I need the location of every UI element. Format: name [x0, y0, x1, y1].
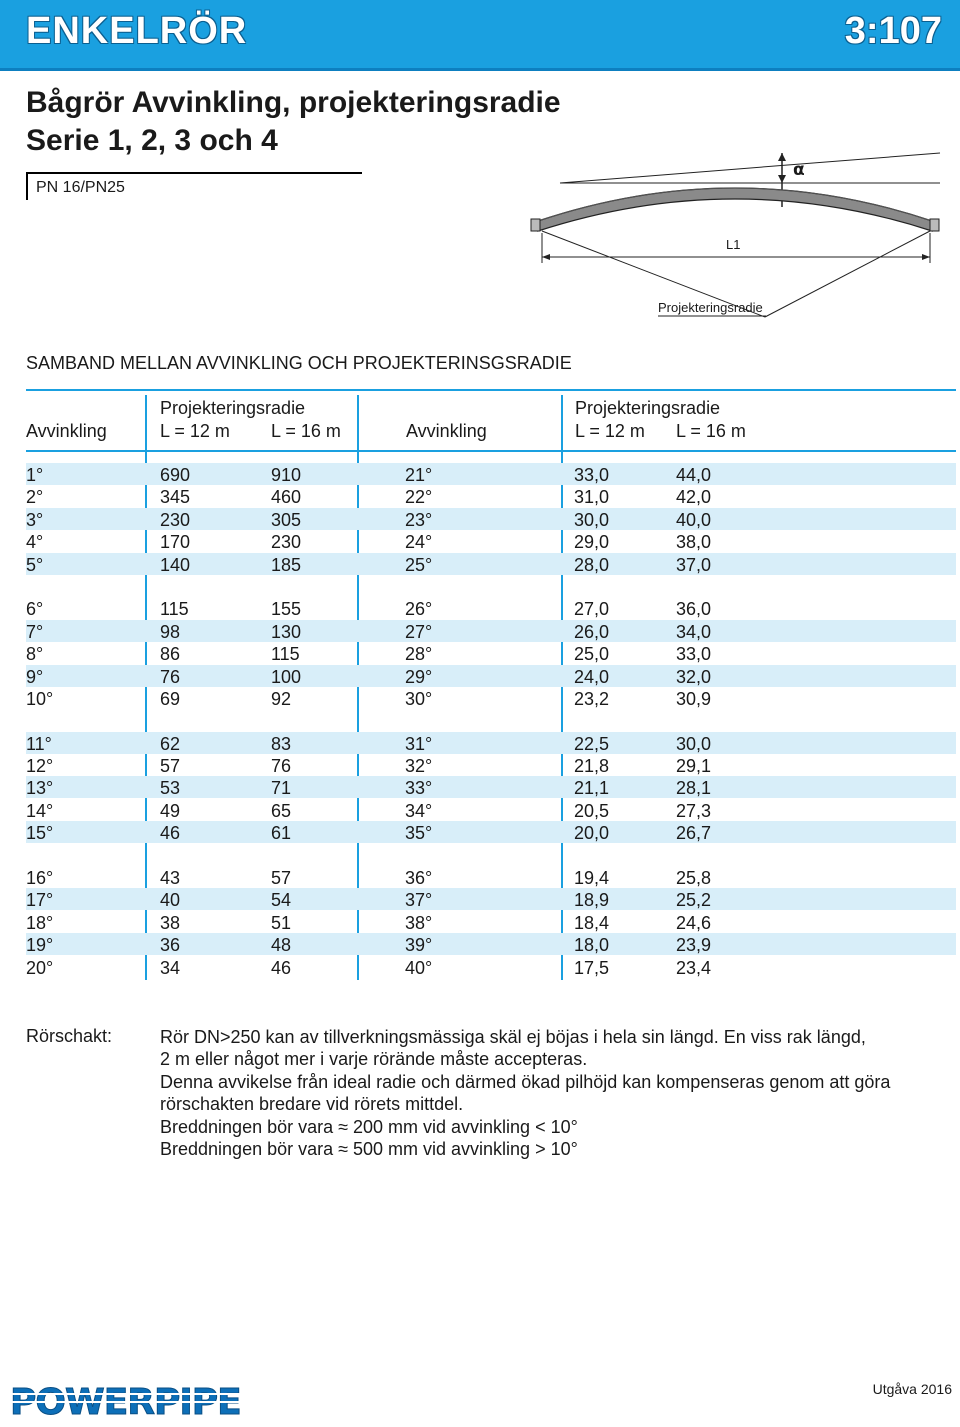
cell-l12-2: 18,9: [574, 890, 610, 911]
cell-l16: 230: [271, 532, 302, 553]
cell-l16-2: 44,0: [676, 465, 712, 485]
cell-l12: 115: [160, 599, 189, 620]
cell-l12: 57: [160, 756, 181, 776]
left-col-angle: Avvinkling: [26, 421, 107, 441]
cell-l12: 36: [160, 935, 181, 956]
cell-angle: 11°: [26, 733, 52, 754]
cell-l16-2: 29,1: [676, 756, 712, 776]
table-row: [26, 888, 956, 910]
cell-l12: 49: [160, 800, 181, 821]
cell-l16-2: 30,9: [676, 688, 712, 709]
table-row: [26, 530, 956, 552]
cell-angle: 9°: [26, 666, 44, 687]
cell-l12: 34: [160, 957, 181, 978]
cell-angle: 15°: [26, 823, 54, 844]
angle-line: [560, 153, 940, 183]
cell-l12: 98: [160, 621, 181, 642]
cell-l12-2: 21,1: [574, 778, 610, 799]
table-row: [26, 754, 956, 776]
table-row: [26, 508, 956, 530]
cell-l12-2: 28,0: [574, 554, 610, 575]
cell-angle: 1°: [26, 465, 44, 485]
cell-angle-2: 21°: [405, 465, 433, 485]
right-col-angle: Avvinkling: [406, 421, 487, 441]
cell-angle-2: 29°: [405, 666, 433, 687]
cell-angle-2: 28°: [405, 644, 433, 665]
cell-angle: 16°: [26, 867, 54, 888]
table-row: [26, 911, 956, 933]
cell-angle: 12°: [26, 756, 54, 776]
note-label: Rörschakt:: [26, 1026, 113, 1046]
cell-angle-2: 38°: [405, 912, 433, 933]
cell-l12-2: 25,0: [574, 644, 610, 665]
cell-l12: 345: [160, 487, 191, 508]
bend-diagram: [520, 145, 950, 325]
cell-l12: 140: [160, 554, 191, 575]
cell-l12-2: 29,0: [574, 532, 610, 553]
cell-angle-2: 25°: [405, 554, 433, 575]
cell-l16-2: 25,8: [676, 867, 712, 888]
cell-angle: 6°: [26, 599, 44, 620]
cell-angle: 2°: [26, 487, 44, 508]
cell-l16-2: 32,0: [676, 666, 712, 687]
cell-angle-2: 40°: [405, 957, 433, 978]
cell-angle-2: 30°: [405, 688, 433, 709]
note-text: [160, 1026, 890, 1160]
table-row: [26, 956, 956, 978]
cell-l12-2: 24,0: [574, 666, 610, 687]
cell-angle-2: 37°: [405, 890, 433, 911]
cell-angle-2: 26°: [405, 599, 433, 620]
cell-l16: 76: [271, 756, 292, 776]
cell-l12-2: 20,5: [574, 800, 610, 821]
table-row: [26, 665, 956, 687]
title-line-2: Serie 1, 2, 3 och 4: [26, 124, 278, 157]
header-title: ENKELRÖR: [26, 10, 248, 52]
cell-l16: 92: [271, 688, 292, 709]
cell-angle-2: 23°: [405, 509, 433, 530]
cell-angle-2: 33°: [405, 778, 433, 799]
cell-l16-2: 42,0: [676, 487, 712, 508]
cell-l16: 910: [271, 465, 302, 485]
cell-l16-2: 36,0: [676, 599, 712, 620]
cell-l12-2: 33,0: [574, 465, 610, 485]
cell-l12: 69: [160, 688, 181, 709]
cell-angle-2: 32°: [405, 756, 433, 776]
note-line: rörschakten bredare vid rörets mittdel.: [160, 1094, 464, 1115]
cell-angle: 17°: [26, 890, 54, 911]
cell-l16: 65: [271, 800, 292, 821]
section-heading: SAMBAND MELLAN AVVINKLING OCH PROJEKTERINSGSRADIE: [26, 353, 572, 373]
edition: Utgåva 2016: [872, 1381, 952, 1397]
arrow-head-icon: [542, 254, 550, 260]
cell-l16-2: 38,0: [676, 532, 712, 553]
cell-l12-2: 20,0: [574, 823, 610, 844]
note-line: Denna avvikelse från ideal radie och därmed ökad pilhöjd kan kompenseras genom att göra: [160, 1071, 891, 1092]
cell-l12: 40: [160, 890, 181, 911]
table-row: [26, 463, 956, 485]
cell-l16-2: 23,4: [676, 957, 712, 978]
cell-l12: 53: [160, 778, 181, 799]
cell-angle-2: 34°: [405, 800, 433, 821]
cell-angle-2: 36°: [405, 867, 433, 888]
cell-angle: 18°: [26, 912, 54, 933]
note-line: 2 m eller något mer i varje rörände måste accepteras.: [160, 1049, 588, 1070]
cell-l16: 130: [271, 621, 302, 642]
table-row: [26, 485, 956, 507]
cell-angle: 14°: [26, 800, 54, 821]
cell-l16-2: 28,1: [676, 778, 712, 799]
right-col-l12: L = 12 m: [575, 421, 645, 441]
cell-l12-2: 23,2: [574, 688, 610, 709]
cell-l12: 62: [160, 733, 181, 754]
cell-l16: 83: [271, 733, 292, 754]
cell-l12-2: 19,4: [574, 867, 610, 888]
table-row: [26, 687, 956, 709]
cell-l16-2: 37,0: [676, 554, 712, 575]
table-row: [26, 642, 956, 664]
table-row: [26, 821, 956, 843]
pressure-class-box: [26, 172, 362, 200]
cell-l16-2: 30,0: [676, 733, 712, 754]
cell-angle: 10°: [26, 688, 54, 709]
cell-l16: 48: [271, 935, 292, 956]
cell-angle: 8°: [26, 644, 44, 665]
logo-text: POWERPIPE: [10, 1382, 241, 1422]
radius-label: Projekteringsradie: [658, 300, 763, 315]
cell-l12: 230: [160, 509, 191, 530]
cell-l12: 76: [160, 666, 181, 687]
cell-l12: 86: [160, 644, 181, 665]
cell-l16-2: 33,0: [676, 644, 712, 665]
left-group-header: Projekteringsradie: [160, 398, 306, 418]
cell-l12: 690: [160, 465, 191, 485]
alpha-label: α: [793, 160, 805, 180]
cell-angle-2: 31°: [405, 733, 433, 754]
cell-angle: 3°: [26, 509, 44, 530]
table-row: [26, 620, 956, 642]
cell-l12-2: 17,5: [574, 957, 610, 978]
note-line: Breddningen bör vara ≈ 500 mm vid avvinkling > 10°: [160, 1139, 578, 1160]
cell-angle: 7°: [26, 621, 44, 642]
cell-l12: 43: [160, 867, 181, 888]
radius-line-right: [765, 231, 930, 317]
cell-l12-2: 30,0: [574, 509, 610, 530]
cell-l16: 460: [271, 487, 302, 508]
cell-angle: 13°: [26, 778, 54, 799]
arrow-head-icon: [778, 153, 786, 161]
note-line: Breddningen bör vara ≈ 200 mm vid avvinkling < 10°: [160, 1116, 578, 1137]
cell-l16: 61: [271, 823, 292, 844]
cell-l12-2: 18,4: [574, 912, 610, 933]
l1-label: L1: [726, 237, 741, 252]
pipe-end-left: [531, 219, 540, 231]
cell-l12-2: 21,8: [574, 756, 610, 776]
cell-l12: 46: [160, 823, 181, 844]
document-title: [26, 84, 561, 160]
right-col-l16: L = 16 m: [676, 421, 746, 441]
cell-angle-2: 24°: [405, 532, 433, 553]
table-row: [26, 866, 956, 888]
note-line: Rör DN>250 kan av tillverkningsmässiga skäl ej böjas i hela sin längd. En viss rak längd,: [160, 1027, 866, 1047]
cell-l12: 170: [160, 532, 191, 553]
cell-l12-2: 22,5: [574, 733, 610, 754]
bent-pipe: [538, 188, 932, 231]
table-row: [26, 776, 956, 798]
cell-l16-2: 24,6: [676, 912, 712, 933]
cell-angle-2: 39°: [405, 935, 433, 956]
right-group-header: Projekteringsradie: [575, 398, 721, 418]
cell-angle: 4°: [26, 532, 44, 553]
cell-l16-2: 25,2: [676, 890, 712, 911]
cell-l16: 115: [271, 644, 300, 665]
table-row: [26, 553, 956, 575]
table-header-rule: [26, 450, 956, 452]
arrow-head-icon: [778, 175, 786, 183]
title-line-1: Bågrör Avvinkling, projekteringsradie: [26, 86, 561, 119]
cell-angle-2: 22°: [405, 487, 433, 508]
cell-l16: 51: [271, 912, 292, 933]
cell-angle: 19°: [26, 935, 54, 956]
header-bar: [0, 0, 960, 71]
table-row: [26, 732, 956, 754]
left-col-l16: L = 16 m: [271, 421, 341, 441]
powerpipe-logo: [8, 1380, 258, 1422]
table-row: [26, 933, 956, 955]
cell-l16-2: 23,9: [676, 935, 712, 956]
table-row: [26, 799, 956, 821]
cell-l12-2: 27,0: [574, 599, 610, 620]
cell-l16: 155: [271, 599, 302, 620]
cell-l16-2: 40,0: [676, 509, 712, 530]
cell-l16: 100: [271, 666, 302, 687]
cell-l16-2: 34,0: [676, 621, 712, 642]
arrow-head-icon: [922, 254, 930, 260]
cell-l16: 57: [271, 867, 292, 888]
cell-l12-2: 26,0: [574, 621, 610, 642]
cell-angle: 20°: [26, 957, 54, 978]
cell-l16: 305: [271, 509, 302, 530]
cell-l12-2: 18,0: [574, 935, 610, 956]
cell-l16: 71: [271, 778, 292, 799]
pressure-class: PN 16/PN25: [36, 179, 125, 196]
cell-l16-2: 26,7: [676, 823, 712, 844]
cell-l16: 185: [271, 554, 302, 575]
left-col-l12: L = 12 m: [160, 421, 230, 441]
cell-angle-2: 35°: [405, 823, 433, 844]
cell-l12: 38: [160, 912, 181, 933]
cell-l16-2: 27,3: [676, 800, 712, 821]
cell-angle: 5°: [26, 554, 44, 575]
pipe-end-right: [930, 219, 939, 231]
cell-l16: 54: [271, 890, 292, 911]
cell-l16: 46: [271, 957, 292, 978]
page-code: 3:107: [844, 10, 942, 52]
table-top-rule: [26, 389, 956, 391]
cell-l12-2: 31,0: [574, 487, 610, 508]
cell-angle-2: 27°: [405, 621, 433, 642]
table-row: [26, 597, 956, 619]
